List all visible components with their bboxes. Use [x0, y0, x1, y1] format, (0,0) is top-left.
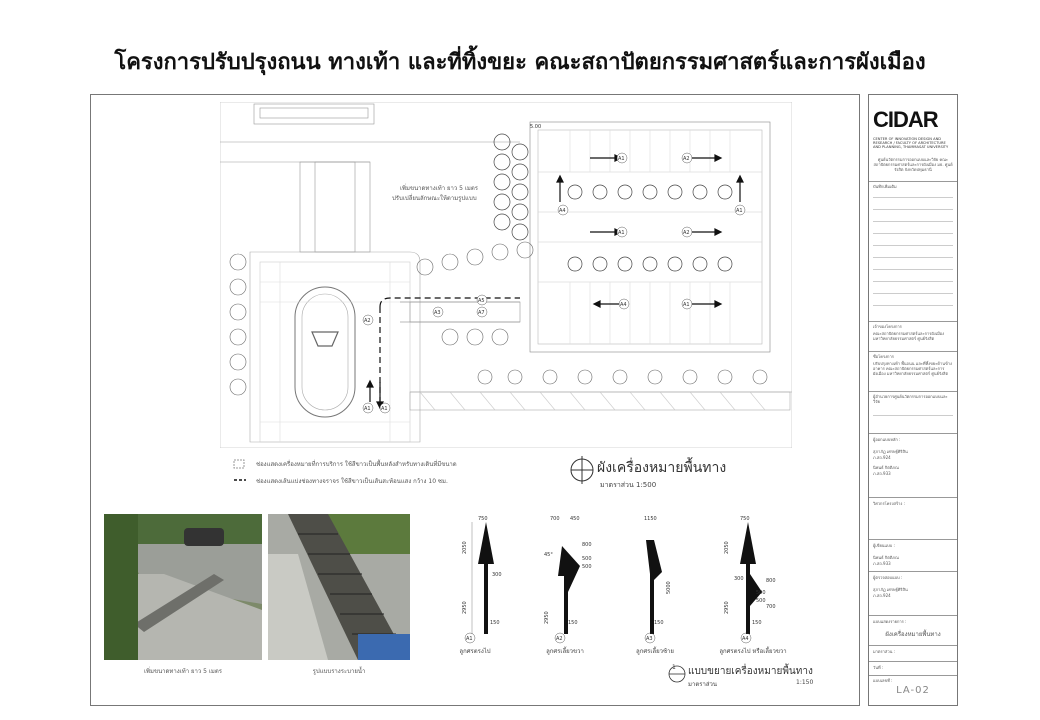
plan-marker-a1f: A1 — [381, 406, 388, 412]
photo-drain — [268, 514, 426, 660]
a3-dim-1150: 1150 — [644, 516, 657, 522]
tb-designer-2: นิพนธ์ กิตติภณ — [873, 465, 899, 470]
a4-dim-2950: 2950 — [724, 601, 730, 614]
a2-dim-800: 800 — [582, 542, 592, 548]
tb-designer-1-id: ภ.สถ.924 — [873, 455, 891, 460]
detail-no: 1 — [672, 664, 676, 671]
tb-drafter-label: ผู้เขียนแบบ : — [873, 543, 895, 548]
tb-revision-label: บันทึกเพิ่มเติม — [873, 184, 897, 189]
arrow-details — [440, 516, 780, 656]
plan-scale: มาตราส่วน 1:500 — [600, 481, 657, 489]
detail-scale-label: มาตราส่วน — [688, 681, 717, 688]
a2-dim-700: 700 — [550, 516, 560, 522]
plan-title-marker — [568, 456, 598, 486]
plan-marker-a5: A5 — [478, 298, 485, 304]
a4-dim-300: 300 — [734, 576, 744, 582]
plan-marker-a1d: A1 — [736, 208, 743, 214]
cidar-logo-sub: CENTER OF INNOVATION DESIGN AND RESEARCH / FACULTY OF ARCHITECTURE AND PLANNING, THAMMASAT UNIVERSITY — [873, 137, 949, 149]
a2-dim-500b: 500 — [582, 564, 592, 570]
tb-checker: สุภาภัฏ เศรษฐ์ศิริสิน — [873, 587, 908, 592]
a2-dim-45: 45° — [544, 552, 553, 558]
tb-sheet-title-label: แบบแสดงรายการ : — [873, 619, 907, 624]
a4-code: A4 — [742, 636, 749, 642]
page-title: โครงการปรับปรุงถนน ทางเท้า และที่ทิ้งขยะ คณะสถาปัตยกรรมศาสตร์และการผังเมือง — [114, 50, 926, 75]
plan-marker-a2b: A2 — [683, 230, 690, 236]
plan-marker-a1b: A1 — [618, 230, 625, 236]
plan-dim-top: 5.00 — [530, 124, 542, 130]
tb-org: ศูนย์นวัตกรรมการออกแบบและวิจัย คณะสถาปัตยกรรมศาสตร์และการผังเมือง มธ. ศูนย์รังสิต จังหวัดปทุมธานี — [873, 157, 953, 172]
tb-checker-label: ผู้ตรวจสอบแบบ : — [873, 575, 903, 580]
a3-code: A3 — [646, 636, 653, 642]
a1-dim-150: 150 — [490, 620, 500, 626]
tb-consultant-label: ผู้อำนวยการศูนย์นวัตกรรมการออกแบบและวิจัย — [873, 394, 948, 404]
arrow-a2-label: ลูกศรเลี้ยวขวา — [546, 648, 584, 655]
a1-dim-2950: 2950 — [462, 601, 468, 614]
legend-2: ช่องแสดงเส้นแบ่งช่องทางจราจร ใช้สีขาวเป็นเส้นสะท้อนแสง กว้าง 10 ซม. — [256, 478, 448, 485]
plan-marker-a7: A7 — [478, 310, 485, 316]
arrow-a1-label: ลูกศรตรงไป — [459, 648, 491, 655]
tb-project: ปรับปรุงทางเท้า พื้นถนน และที่ทิ้งขยะด้านข้างอาคาร คณะสถาปัตยกรรมศาสตร์และการผังเมือง มหาวิทยาลัยธรรมศาสตร์ ศูนย์รังสิต — [873, 361, 952, 376]
plan-marker-a2: A2 — [683, 156, 690, 162]
plan-marker-a4b: A4 — [559, 208, 566, 214]
plan-title: ผังเครื่องหมายพื้นทาง — [597, 460, 727, 476]
a1-dim-2050: 2050 — [462, 541, 468, 554]
plan-note-widen-2: ปรับเปลี่ยนลักษณะให้ตามรูปแบบ — [392, 195, 477, 202]
tb-project-label: ชื่อโครงการ — [873, 354, 894, 359]
tb-sheet-title: ผังเครื่องหมายพื้นทาง — [885, 631, 941, 638]
tb-engineer-label: วิศวกรโครงสร้าง : — [873, 501, 905, 506]
tb-scale-label: มาตราส่วน : — [873, 649, 895, 654]
cidar-logo: CIDAR — [873, 107, 938, 132]
a4-dim-500: 500 — [756, 590, 766, 596]
a3-dim-150: 150 — [654, 620, 664, 626]
photo-caption-1: เพิ่มขนาดทางเท้า ยาว 5 เมตร — [144, 668, 222, 675]
tb-designer-1: สุภาภัฏ เศรษฐ์ศิริสิน — [873, 449, 908, 454]
detail-scale: 1:150 — [796, 679, 814, 686]
a3-dim-5000: 5000 — [666, 581, 672, 594]
a4-dim-700: 700 — [766, 604, 776, 610]
tb-designer-2-id: ภ.สถ.933 — [873, 471, 891, 476]
tb-date-label: วันที่ : — [873, 665, 884, 670]
legend-1: ช่องแสดงเครื่องหมายที่การบริการ ใช้สีขาวเป็นพื้นหลังสำหรับทางเดินที่มีขนาด — [256, 461, 457, 468]
tb-drafter-id: ภ.สถ.933 — [873, 561, 891, 566]
a2-dim-450: 450 — [570, 516, 580, 522]
tb-owner: คณะสถาปัตยกรรมศาสตร์และการผังเมือง มหาวิทยาลัยธรรมศาสตร์ ศูนย์รังสิต — [873, 331, 945, 341]
a4-dim-750: 750 — [740, 516, 750, 522]
plan-marker-a4: A4 — [620, 302, 627, 308]
a4-dim-2050: 2050 — [724, 541, 730, 554]
a4-dim-150: 150 — [752, 620, 762, 626]
a1-dim-300: 300 — [492, 572, 502, 578]
plan-note-widen: เพิ่มขนาดทางเท้า ยาว 5 เมตร — [400, 185, 478, 192]
plan-marker-a2c: A2 — [364, 318, 371, 324]
plan-marker-a3: A3 — [434, 310, 441, 316]
detail-title-marker — [668, 662, 686, 686]
photo-walkway — [104, 514, 262, 660]
site-plan — [220, 102, 792, 448]
a2-dim-2950: 2950 — [544, 611, 550, 624]
tb-drafter: นิพนธ์ กิตติภณ — [873, 555, 899, 560]
a1-dim-750: 750 — [478, 516, 488, 522]
photo-caption-2: รูปแบบรางระบายน้ำ — [312, 668, 366, 675]
a2-code: A2 — [556, 636, 563, 642]
plan-marker-a1: A1 — [618, 156, 625, 162]
a4-dim-800: 800 — [766, 578, 776, 584]
detail-title: แบบขยายเครื่องหมายพื้นทาง — [688, 666, 813, 677]
arrow-a3-label: ลูกศรเลี้ยวซ้าย — [636, 648, 674, 655]
tb-designer-label: ผู้ออกแบบหลัก : — [873, 437, 901, 442]
a2-dim-500: 500 — [582, 556, 592, 562]
title-block — [868, 94, 958, 706]
tb-checker-id: ภ.สถ.924 — [873, 593, 891, 598]
plan-marker-a1c: A1 — [683, 302, 690, 308]
tb-owner-label: เจ้าของโครงการ — [873, 324, 902, 329]
tb-sheet-no: LA-02 — [896, 685, 930, 696]
a4-dim-500b: 500 — [756, 598, 766, 604]
legend-swatches — [232, 458, 248, 488]
a1-code: A1 — [466, 636, 473, 642]
plan-marker-a1e: A1 — [364, 406, 371, 412]
tb-sheet-no-label: แบบเลขที่ : — [873, 678, 893, 683]
arrow-a4-label: ลูกศรตรงไป หรือเลี้ยวขวา — [719, 648, 787, 655]
a2-dim-150: 150 — [568, 620, 578, 626]
